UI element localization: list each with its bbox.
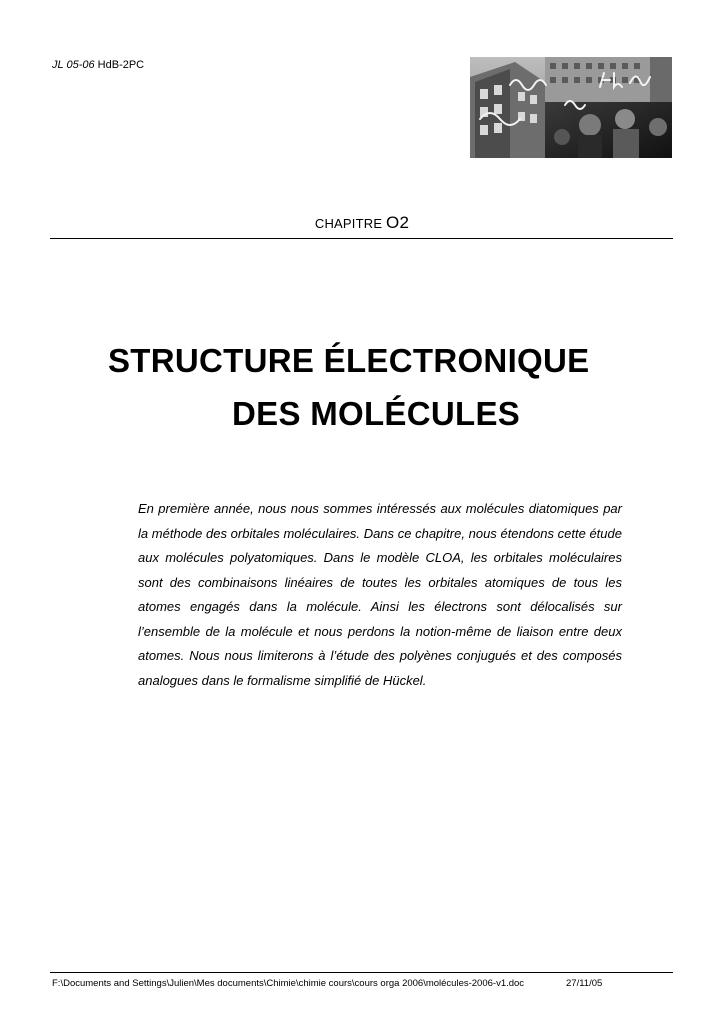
title-line-2: DES MOLÉCULES <box>232 395 521 432</box>
chapter-abstract: En première année, nous nous sommes intéressés aux molécules diatomiques par la méthode des orbitales moléculaires. Dans ce chapitre, nous étendons cette étude aux molécules polyatomiques. Dans le modèle CLOA, les orbitales moléculaires sont des combinaisons linéaires de toutes les orbitales atomiques de tous les atomes engagés dans la molécule. Ainsi les électrons sont délocalisés sur l’ensemble de la molécule et nous perdons la notion-même de liaison entre deux atomes. Nous nous limiterons à l’étude des polyènes conjugués et des composés analogues dans le formalisme simplifié de Hückel. <box>138 501 622 688</box>
chapter-number: O2 <box>386 213 410 232</box>
document-reference <box>52 59 144 71</box>
photo-collage-graphic <box>470 57 672 158</box>
chapter-label: CHAPITRE <box>314 216 387 231</box>
school-photo-collage-icon <box>470 57 672 158</box>
reference-class: HdB-2PC <box>94 59 145 71</box>
footer-date: 27/11/05 <box>566 978 603 989</box>
chapter-heading <box>0 213 724 233</box>
header-divider <box>50 238 673 239</box>
footer-file-path: F:\Documents and Settings\Julien\Mes documents\Chimie\chimie cours\cours orga 2006\molécules-2006-v1.doc <box>52 978 525 989</box>
reference-code: JL 05-06 <box>52 59 95 71</box>
footer-divider <box>50 972 673 973</box>
title-line-1: STRUCTURE ÉLECTRONIQUE <box>108 342 590 379</box>
